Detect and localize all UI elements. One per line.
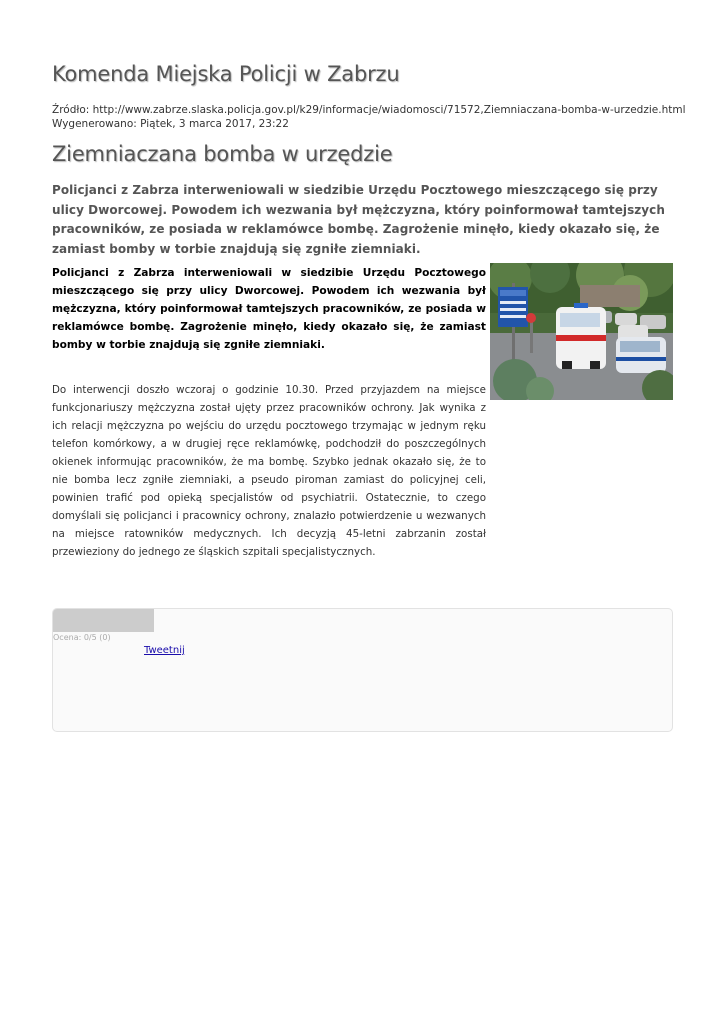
article-photo bbox=[490, 263, 673, 400]
article-title: Ziemniaczana bomba w urzędzie bbox=[52, 142, 393, 166]
article-lead: Policjanci z Zabrza interweniowali w siedzibie Urzędu Pocztowego mieszczącego się przy ulicy Dworcowej. Powodem ich wezwania był mężczyzna, który poinformował tamtejszych pracowników, ze posiada w reklamówce bombę. Zagrożenie minęło, kiedy okazało się, że zamiast bomby w torbie znajdują się zgniłe ziemniaki. bbox=[52, 183, 665, 256]
document-meta bbox=[52, 103, 686, 131]
generated-line: Wygenerowano: Piątek, 3 marca 2017, 23:22 bbox=[52, 118, 289, 130]
rating-bar[interactable] bbox=[53, 609, 154, 632]
article-body: Do interwencji doszło wczoraj o godzinie 10.30. Przed przyjazdem na miejsce funkcjonariuszy mężczyzna został ujęty przez pracowników ochrony. Jak wynika z ich relacji mężczyzna po wejściu do urzędu pocztowego trzymając w jednym ręku telefon komórkowy, a w drugiej ręce reklamówkę, podchodził do poszczególnych okienek informując pracowników, że ma bombę. Szybko jednak okazało się, że to nie bomba lecz zgniłe ziemniaki, a pseudo piroman zamiast do policyjnej celi, powinien trafić pod opieką specjalistów od psychiatrii. Ostatecznie, to czego domyślali się policjanci i pracownicy ochrony, znalazło potwierdzenie u wezwanych na miejsce ratowników medycznych. Ich decyzją 45-letni zabrzanin został przewieziony do jednego ze śląskich szpitali specjalistycznych. bbox=[52, 384, 486, 558]
article-lead-repeated: Policjanci z Zabrza interweniowali w siedzibie Urzędu Pocztowego mieszczącego się przy ulicy Dworcowej. Powodem ich wezwania był mężczyzna, który poinformował tamtejszych pracowników, ze posiada w reklamówce bombę. Zagrożenie minęło, kiedy okazało się, że zamiast bomby w torbie znajdują się zgniłe ziemniaki. bbox=[52, 267, 486, 351]
rating-box bbox=[52, 608, 673, 732]
tweet-link[interactable]: Tweetnij bbox=[144, 645, 185, 656]
source-line: Źródło: http://www.zabrze.slaska.policja.gov.pl/k29/informacje/wiadomosci/71572,Ziemniaczana-bomba-w-urzedzie.html bbox=[52, 104, 686, 116]
site-title: Komenda Miejska Policji w Zabrzu bbox=[52, 62, 400, 86]
rating-label: Ocena: 0/5 (0) bbox=[53, 633, 111, 642]
